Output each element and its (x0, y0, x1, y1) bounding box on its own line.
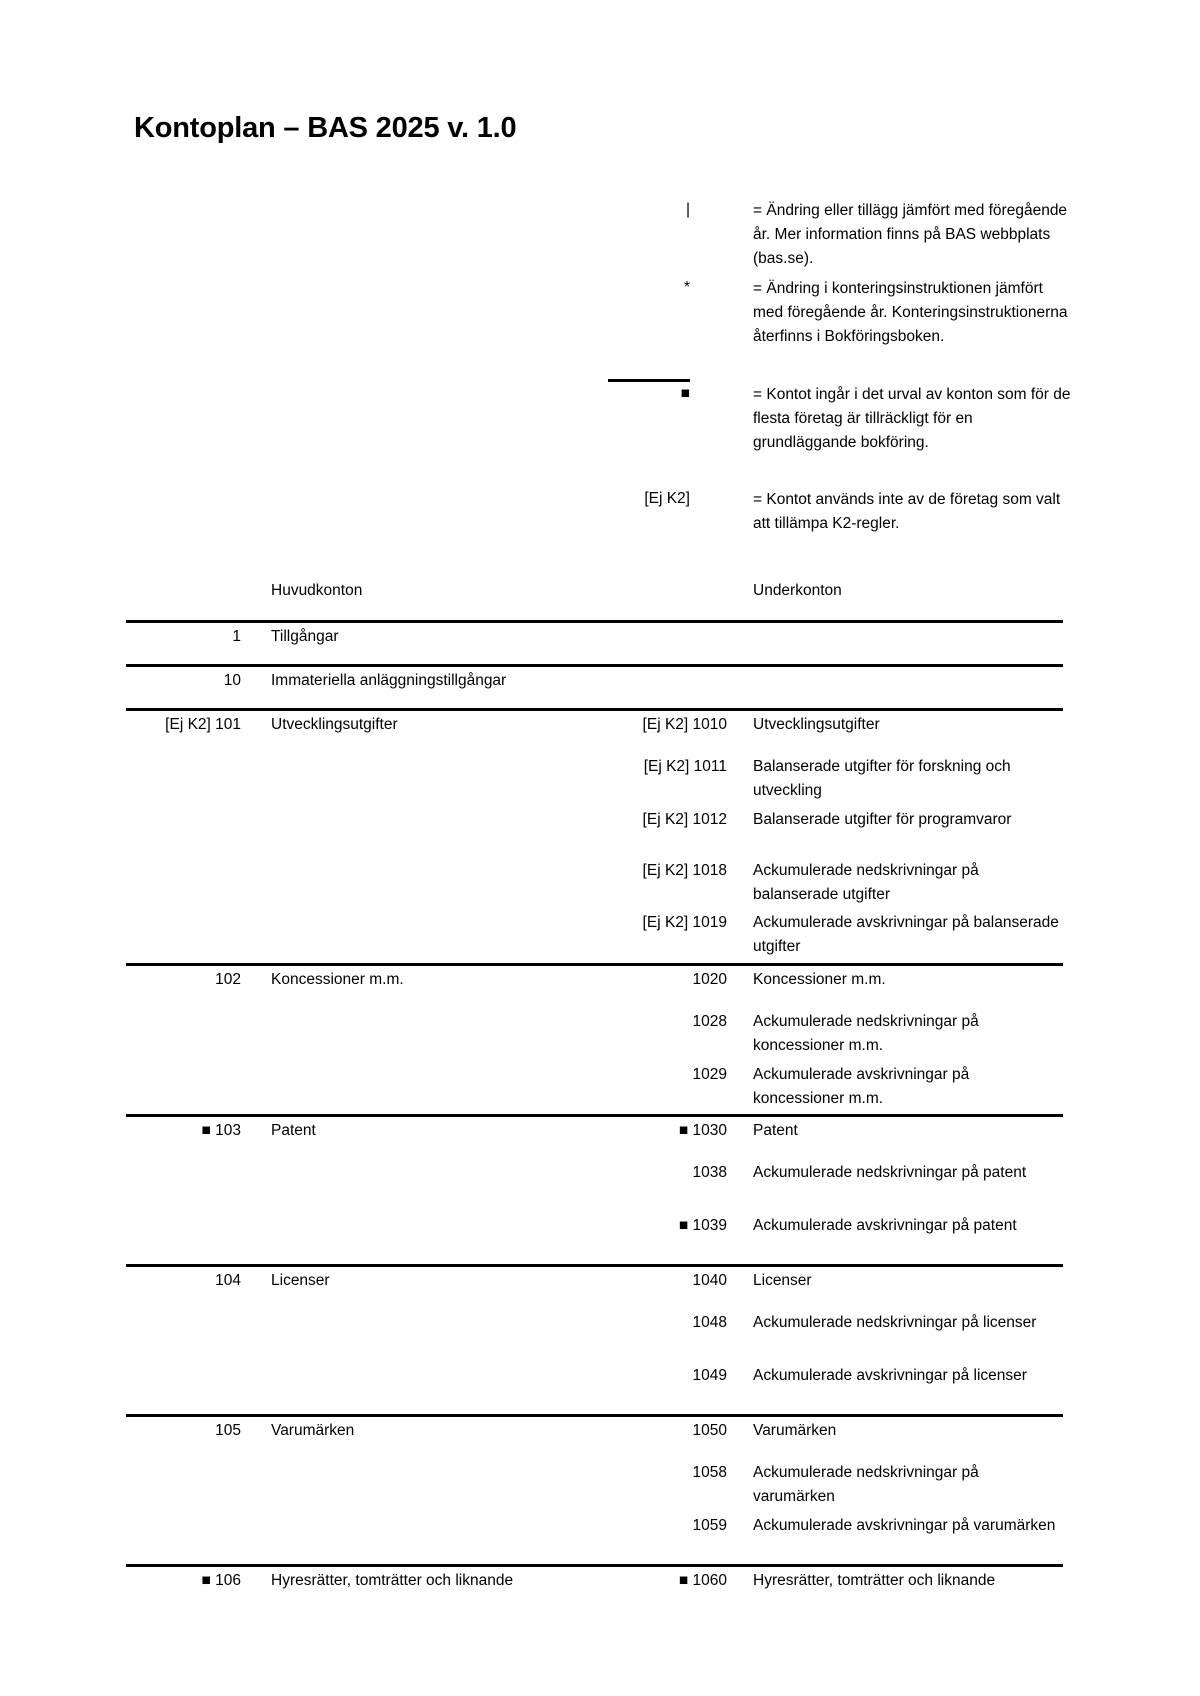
table-row (126, 1461, 1063, 1514)
main-account-code: ■ 103 (201, 1122, 241, 1139)
account-group (126, 1264, 1063, 1414)
legend-text-basic: = Kontot ingår i det urval av konton som för de flesta företag är tillräckligt för en grundläggande bokföring. (753, 386, 1071, 451)
account-group (126, 620, 1063, 664)
main-account-code: [Ej K2] 101 (165, 716, 241, 733)
main-account-code: 10 (223, 672, 241, 689)
table-row (126, 859, 1063, 911)
account-group (126, 664, 1063, 708)
legend-text-instruction: = Ändring i konteringsinstruktionen jämfört med föregående år. Konteringsinstruktionerna återfinns i Bokföringsboken. (753, 280, 1068, 345)
main-account-name: Immateriella anläggningstillgångar (271, 672, 507, 689)
sub-account-name: Balanserade utgifter för programvaror (753, 811, 1012, 828)
account-group (126, 1564, 1063, 1607)
table-row (126, 1514, 1063, 1564)
table-row (126, 808, 1063, 859)
main-account-name: Licenser (271, 1272, 330, 1289)
sub-account-code: 1038 (692, 1164, 727, 1181)
sub-account-code: ■ 1060 (678, 1572, 727, 1589)
table-row (126, 1267, 1063, 1311)
main-account-name: Utvecklingsutgifter (271, 716, 398, 733)
legend-symbol-change: | (685, 201, 690, 218)
sub-account-code: 1058 (692, 1464, 727, 1481)
table-row (126, 1417, 1063, 1461)
sub-account-name: Ackumulerade nedskrivningar på patent (753, 1164, 1027, 1181)
table-row (126, 1063, 1063, 1114)
sub-account-code: ■ 1039 (678, 1217, 727, 1234)
table-row (126, 1311, 1063, 1364)
sub-account-code: 1028 (692, 1013, 727, 1030)
sub-account-name: Ackumulerade avskrivningar på patent (753, 1217, 1017, 1234)
main-account-name: Hyresrätter, tomträtter och liknande (271, 1572, 514, 1589)
sub-account-code: [Ej K2] 1011 (643, 758, 727, 775)
page-title: Kontoplan – BAS 2025 v. 1.0 (134, 112, 517, 144)
legend-symbol-instruction: * (683, 279, 690, 296)
sub-account-code: 1040 (692, 1272, 727, 1289)
sub-account-code: 1029 (692, 1066, 727, 1083)
sub-account-name: Ackumulerade nedskrivningar på balanserade utgifter (753, 862, 979, 903)
account-group (126, 708, 1063, 963)
main-account-name: Tillgångar (271, 628, 339, 645)
sub-account-code: [Ej K2] 1019 (642, 914, 727, 931)
main-account-name: Varumärken (271, 1422, 355, 1439)
sub-account-code: [Ej K2] 1012 (642, 811, 727, 828)
sub-account-name: Hyresrätter, tomträtter och liknande (753, 1572, 996, 1589)
table-row (126, 667, 1063, 708)
legend-divider (608, 379, 690, 382)
sub-account-code: 1048 (692, 1314, 727, 1331)
legend-symbol-ejk2: [Ej K2] (644, 490, 690, 507)
legend-symbol-basic: ■ (680, 385, 690, 402)
sub-account-code: 1059 (692, 1517, 727, 1534)
sub-account-name: Ackumulerade nedskrivningar på koncessioner m.m. (753, 1013, 979, 1054)
main-account-code: ■ 106 (201, 1572, 241, 1589)
sub-account-code: 1050 (692, 1422, 727, 1439)
sub-account-name: Ackumulerade avskrivningar på balanserade utgifter (753, 914, 1059, 955)
table-row (126, 1214, 1063, 1264)
table-row (126, 1364, 1063, 1414)
column-header-main: Huvudkonton (271, 582, 363, 599)
sub-account-name: Varumärken (753, 1422, 837, 1439)
table-row (126, 911, 1063, 963)
account-group (126, 1114, 1063, 1264)
account-group (126, 1414, 1063, 1564)
table-row (126, 1161, 1063, 1214)
legend-text-ejk2: = Kontot används inte av de företag som valt att tillämpa K2-regler. (753, 491, 1061, 532)
main-account-code: 104 (215, 1272, 241, 1289)
table-row (126, 1010, 1063, 1063)
account-group (126, 963, 1063, 1114)
sub-account-name: Ackumulerade nedskrivningar på varumärken (753, 1464, 979, 1505)
table-row (126, 755, 1063, 808)
sub-account-name: Balanserade utgifter för forskning och utveckling (753, 758, 1011, 799)
sub-account-code: [Ej K2] 1010 (642, 716, 727, 733)
sub-account-code: [Ej K2] 1018 (642, 862, 727, 879)
column-header-sub: Underkonton (753, 582, 842, 599)
sub-account-name: Koncessioner m.m. (753, 971, 886, 988)
sub-account-code: ■ 1030 (678, 1122, 727, 1139)
table-row (126, 966, 1063, 1010)
sub-account-code: 1049 (692, 1367, 727, 1384)
account-table (126, 620, 1063, 1607)
sub-account-code: 1020 (692, 971, 727, 988)
sub-account-name: Patent (753, 1122, 798, 1139)
main-account-code: 102 (215, 971, 241, 988)
table-row (126, 1567, 1063, 1607)
main-account-code: 105 (215, 1422, 241, 1439)
main-account-name: Koncessioner m.m. (271, 971, 404, 988)
table-row (126, 623, 1063, 664)
table-row (126, 1117, 1063, 1161)
sub-account-name: Utvecklingsutgifter (753, 716, 880, 733)
sub-account-name: Ackumulerade nedskrivningar på licenser (753, 1314, 1037, 1331)
legend-text-change: = Ändring eller tillägg jämfört med föregående år. Mer information finns på BAS webbplats (bas.se). (753, 202, 1068, 267)
sub-account-name: Ackumulerade avskrivningar på licenser (753, 1367, 1027, 1384)
sub-account-name: Ackumulerade avskrivningar på varumärken (753, 1517, 1056, 1534)
main-account-name: Patent (271, 1122, 316, 1139)
main-account-code: 1 (232, 628, 241, 645)
sub-account-name: Ackumulerade avskrivningar på koncessioner m.m. (753, 1066, 970, 1107)
sub-account-name: Licenser (753, 1272, 812, 1289)
table-row (126, 711, 1063, 755)
